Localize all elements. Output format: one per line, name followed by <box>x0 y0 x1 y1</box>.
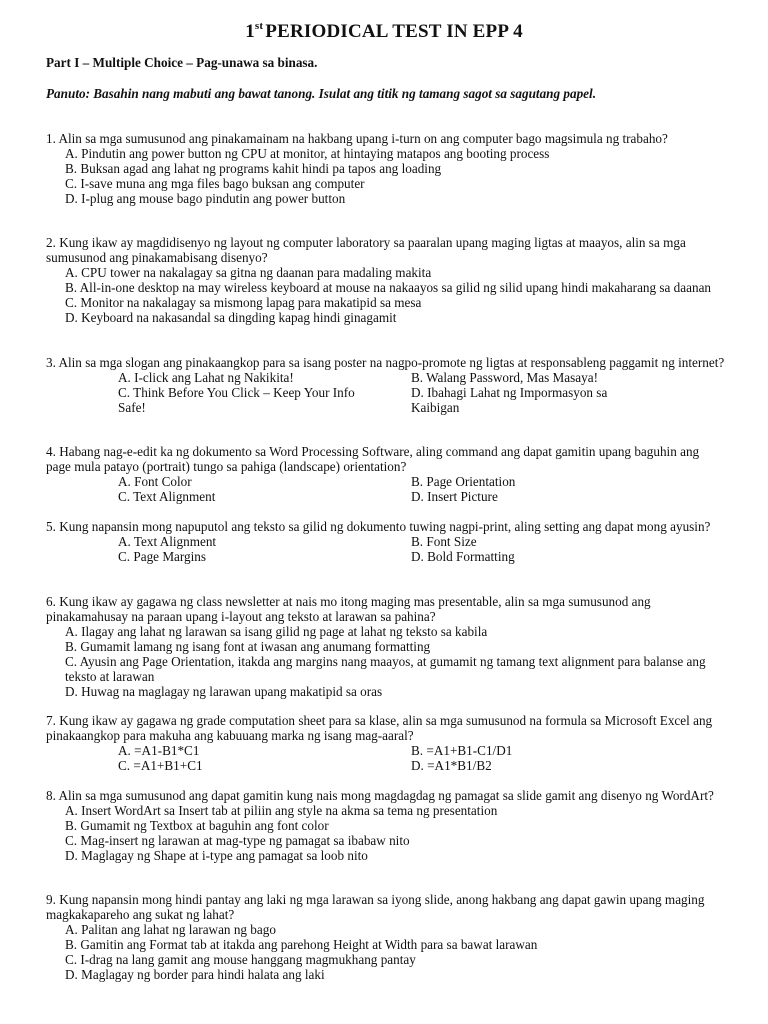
choice-d: D. Maglagay ng Shape at i-type ang pamagat sa loob nito <box>65 848 368 863</box>
question-2 <box>46 235 726 325</box>
choice-grid <box>118 534 726 564</box>
choice-c: C. =A1+B1+C1 <box>118 758 203 773</box>
choice-grid <box>118 743 726 773</box>
page-title <box>0 20 768 43</box>
choice-a: A. I-click ang Lahat ng Nakikita! <box>118 370 294 385</box>
choice-c: C. Text Alignment <box>118 489 216 504</box>
question-7 <box>46 713 726 773</box>
title-ordinal-suffix: st <box>254 20 264 32</box>
choice-c: C. Ayusin ang Page Orientation, itakda ang margins nang maayos, at gumamit ng tamang text alignment para balanse ang teksto at larawan <box>65 654 706 684</box>
choice-c: C. Page Margins <box>118 549 207 564</box>
choice-a: A. CPU tower na nakalagay sa gitna ng daanan para madaling makita <box>65 265 432 280</box>
choice-a: A. Text Alignment <box>118 534 217 549</box>
choice-grid <box>118 474 726 504</box>
question-stem: 7. Kung ikaw ay gagawa ng grade computation sheet para sa klase, alin sa mga sumusunod na formula sa Microsoft Excel ang pinakaangkop para makuha ang kabuuang marka ng isang mag-aaral? <box>46 713 713 743</box>
question-4 <box>46 444 726 504</box>
choice-a: A. Insert WordArt sa Insert tab at piliin ang style na akma sa tema ng presentation <box>65 803 498 818</box>
choice-c: C. Monitor na nakalagay sa mismong lapag para makatipid sa mesa <box>65 295 422 310</box>
question-3 <box>46 355 726 415</box>
question-8 <box>46 788 726 863</box>
question-stem: 4. Habang nag-e-edit ka ng dokumento sa Word Processing Software, aling command ang dapat gamitin upang baguhin ang page mula patayo (portrait) tungo sa pahiga (landscape) orientation? <box>46 444 700 474</box>
choice-b: B. Walang Password, Mas Masaya! <box>411 370 598 385</box>
part-heading: Part I – Multiple Choice – Pag-unawa sa binasa. <box>46 55 318 70</box>
question-1 <box>46 131 726 206</box>
choice-b: B. Gamitin ang Format tab at itakda ang parehong Height at Width para sa bawat larawan <box>65 937 538 952</box>
question-stem: 1. Alin sa mga sumusunod ang pinakamainam na hakbang upang i-turn on ang computer bago magsimula ng trabaho? <box>46 131 668 146</box>
choice-a: A. Palitan ang lahat ng larawan ng bago <box>65 922 276 937</box>
choice-b: B. Buksan agad ang lahat ng programs kahit hindi pa tapos ang loading <box>65 161 442 176</box>
choice-d: D. =A1*B1/B2 <box>411 758 492 773</box>
choice-d: D. Maglagay ng border para hindi halata ang laki <box>65 967 325 982</box>
choice-a: A. Pindutin ang power button ng CPU at monitor, at hintaying matapos ang booting process <box>65 146 550 161</box>
choice-d: D. Insert Picture <box>411 489 498 504</box>
choice-d: D. Huwag na maglagay ng larawan upang makatipid sa oras <box>65 684 383 699</box>
choice-b: B. All-in-one desktop na may wireless keyboard at mouse na nakaayos sa gilid ng silid upang hindi makaharang sa daanan <box>65 280 712 295</box>
question-stem: 5. Kung napansin mong napuputol ang teksto sa gilid ng dokumento tuwing nagpi-print, aling setting ang dapat mong ayusin? <box>46 519 711 534</box>
choice-d: D. Ibahagi Lahat ng Impormasyon sa Kaibigan <box>411 385 608 415</box>
choice-d: D. Bold Formatting <box>411 549 515 564</box>
choice-a: A. Font Color <box>118 474 192 489</box>
question-5 <box>46 519 726 564</box>
choice-b: B. Page Orientation <box>411 474 516 489</box>
choice-d: D. Keyboard na nakasandal sa dingding kapag hindi ginagamit <box>65 310 397 325</box>
choice-d: D. I-plug ang mouse bago pindutin ang power button <box>65 191 346 206</box>
question-stem: 2. Kung ikaw ay magdidisenyo ng layout ng computer laboratory sa paaralan upang maging ligtas at maayos, alin sa mga sumusunod ang pinakamabisang disenyo? <box>46 235 686 265</box>
question-stem: 6. Kung ikaw ay gagawa ng class newsletter at nais mo itong maging mas presentable, alin sa mga sumusunod ang pinakamahusay na paraan upang i-layout ang teksto at larawan sa pahina? <box>46 594 651 624</box>
choice-a: A. Ilagay ang lahat ng larawan sa isang gilid ng page at lahat ng teksto sa kabila <box>65 624 488 639</box>
choice-b: B. =A1+B1-C1/D1 <box>411 743 513 758</box>
title-number: 1 <box>245 21 255 42</box>
question-9 <box>46 892 726 982</box>
choice-c: C. Mag-insert ng larawan at mag-type ng pamagat sa ibabaw nito <box>65 833 410 848</box>
choice-a: A. =A1-B1*C1 <box>118 743 200 758</box>
choice-c: C. I-drag na lang gamit ang mouse hanggang magmukhang pantay <box>65 952 416 967</box>
title-text: PERIODICAL TEST IN EPP 4 <box>265 21 523 42</box>
question-6 <box>46 594 726 699</box>
choice-b: B. Gumamit ng Textbox at baguhin ang font color <box>65 818 329 833</box>
choice-b: B. Font Size <box>411 534 477 549</box>
question-stem: 8. Alin sa mga sumusunod ang dapat gamitin kung nais mong magdagdag ng pamagat sa slide gamit ang disenyo ng WordArt? <box>46 788 714 803</box>
instructions: Panuto: Basahin nang mabuti ang bawat tanong. Isulat ang titik ng tamang sagot sa sagutang papel. <box>46 86 596 101</box>
choice-b: B. Gumamit lamang ng isang font at iwasan ang anumang formatting <box>65 639 431 654</box>
choice-grid <box>118 370 726 415</box>
choice-c: C. Think Before You Click – Keep Your Info Safe! <box>118 385 355 415</box>
question-stem: 3. Alin sa mga slogan ang pinakaangkop para sa isang poster na nagpo-promote ng ligtas at responsableng paggamit ng internet? <box>46 355 725 370</box>
choice-c: C. I-save muna ang mga files bago buksan ang computer <box>65 176 365 191</box>
question-stem: 9. Kung napansin mong hindi pantay ang laki ng mga larawan sa iyong slide, anong hakbang ang dapat gawin upang maging magkakapareho ang sukat ng lahat? <box>46 892 705 922</box>
